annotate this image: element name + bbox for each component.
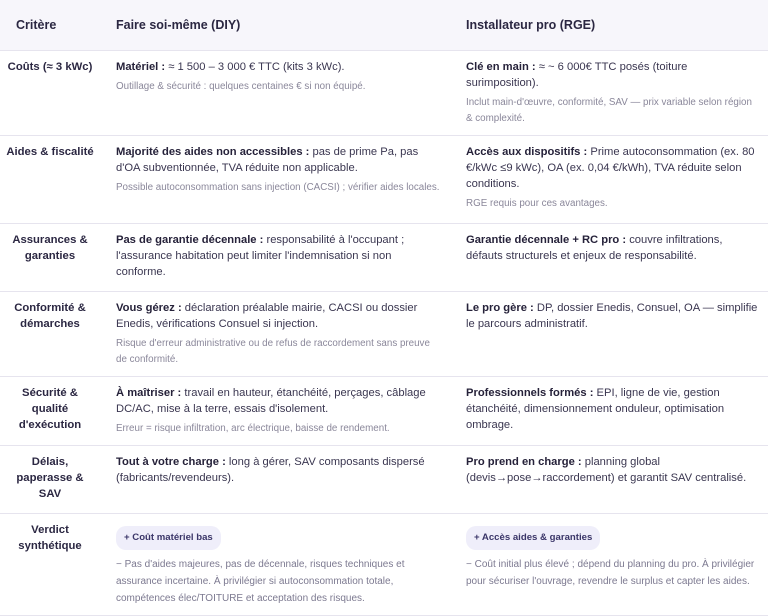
pro-cell	[450, 292, 768, 377]
pro-cell	[450, 51, 768, 136]
pro-verdict-badge: + Accès aides & garanties	[466, 526, 600, 550]
table-row	[0, 51, 768, 136]
table-row	[0, 292, 768, 377]
pro-text: couvre infiltrations, défauts structurels et enjeux de responsabilité.	[466, 234, 723, 262]
diy-text: ≈ 1 500 – 3 000 € TTC (kits 3 kWc).	[165, 61, 345, 73]
pro-bold: Clé en main :	[466, 61, 536, 73]
row-criterion: Sécurité & qualité d'exécution	[0, 377, 100, 446]
pro-cell	[450, 224, 768, 292]
diy-note: Erreur = risque infiltration, arc électrique, baisse de rendement.	[116, 423, 390, 434]
diy-text: long à gérer, SAV composants dispersé (fabricants/revendeurs).	[116, 456, 425, 484]
pro-bold: Pro prend en charge :	[466, 456, 582, 468]
verdict-row	[0, 514, 768, 616]
diy-bold: À maîtriser :	[116, 387, 182, 399]
pro-cell	[450, 377, 768, 446]
diy-bold: Vous gérez :	[116, 302, 182, 314]
diy-bold: Pas de garantie décennale :	[116, 234, 264, 246]
row-criterion: Assurances & garanties	[0, 224, 100, 292]
row-criterion: Coûts (≈ 3 kWc)	[0, 51, 100, 136]
diy-text: travail en hauteur, étanchéité, perçages, câblage DC/AC, mise à la terre, essais d'isolement.	[116, 387, 426, 415]
table-row	[0, 377, 768, 446]
diy-cell	[100, 446, 450, 514]
table-row	[0, 446, 768, 514]
pro-text: DP, dossier Enedis, Consuel, OA — simplifie le parcours administratif.	[466, 302, 758, 330]
pro-cell	[450, 136, 768, 224]
table-row	[0, 224, 768, 292]
diy-note: Possible autoconsommation sans injection (CACSI) ; vérifier aides locales.	[116, 182, 440, 193]
header-critere: Critère	[0, 0, 100, 51]
diy-cell	[100, 377, 450, 446]
diy-verdict-cell	[100, 514, 450, 616]
pro-note: Inclut main-d'œuvre, conformité, SAV — prix variable selon région & complexité.	[466, 97, 752, 124]
diy-text: pas de prime Pa, pas d'OA subventionnée, TVA réduite non applicable.	[116, 146, 419, 174]
row-criterion: Conformité & démarches	[0, 292, 100, 377]
diy-verdict-text: − Pas d'aides majeures, pas de décennale, risques techniques et assurance incertaine. À privilégier si autoconsommation totale, compétences élec/TOITURE et acceptation des risques.	[116, 559, 405, 604]
diy-cell	[100, 224, 450, 292]
pro-text: planning global (devis→pose→raccordement) et garantit SAV centralisé.	[466, 456, 747, 484]
pro-text: Prime autoconsommation (ex. 80 €/kWc ≤9 kWc), OA (ex. 0,04 €/kWh), TVA réduite selon conditions.	[466, 146, 755, 190]
pro-text: ≈ ~ 6 000€ TTC posés (toiture surimposition).	[466, 61, 688, 89]
diy-cell	[100, 136, 450, 224]
diy-bold: Matériel :	[116, 61, 166, 73]
header-diy: Faire soi-même (DIY)	[100, 0, 450, 51]
header-pro: Installateur pro (RGE)	[450, 0, 768, 51]
pro-verdict-cell	[450, 514, 768, 616]
diy-text: déclaration préalable mairie, CACSI ou dossier Enedis, vérifications Consuel si injection.	[116, 302, 418, 330]
table-row	[0, 136, 768, 224]
pro-bold: Garantie décennale + RC pro :	[466, 234, 627, 246]
diy-cell	[100, 51, 450, 136]
diy-bold: Majorité des aides non accessibles :	[116, 146, 310, 158]
row-criterion: Délais, paperasse & SAV	[0, 446, 100, 514]
pro-bold: Professionnels formés :	[466, 387, 594, 399]
diy-verdict-badge: + Coût matériel bas	[116, 526, 221, 550]
row-criterion: Aides & fiscalité	[0, 136, 100, 224]
verdict-criterion: Verdict synthétique	[0, 514, 100, 616]
pro-note: RGE requis pour ces avantages.	[466, 198, 608, 209]
diy-note: Outillage & sécurité : quelques centaines € si non équipé.	[116, 81, 366, 92]
diy-cell	[100, 292, 450, 377]
pro-verdict-text: − Coût initial plus élevé ; dépend du planning du pro. À privilégier pour sécuriser l'ouvrage, revendre le surplus et capter les aides.	[466, 559, 755, 587]
pro-cell	[450, 446, 768, 514]
diy-text: responsabilité à l'occupant ; l'assurance habitation peut limiter l'indemnisation si non conforme.	[116, 234, 405, 278]
pro-text: EPI, ligne de vie, gestion étanchéité, dimensionnement onduleur, optimisation ombrage.	[466, 387, 725, 431]
diy-note: Risque d'erreur administrative ou de refus de raccordement sans preuve de conformité.	[116, 338, 430, 365]
diy-bold: Tout à votre charge :	[116, 456, 226, 468]
pro-bold: Accès aux dispositifs :	[466, 146, 588, 158]
table-header	[0, 0, 768, 51]
pro-bold: Le pro gère :	[466, 302, 534, 314]
